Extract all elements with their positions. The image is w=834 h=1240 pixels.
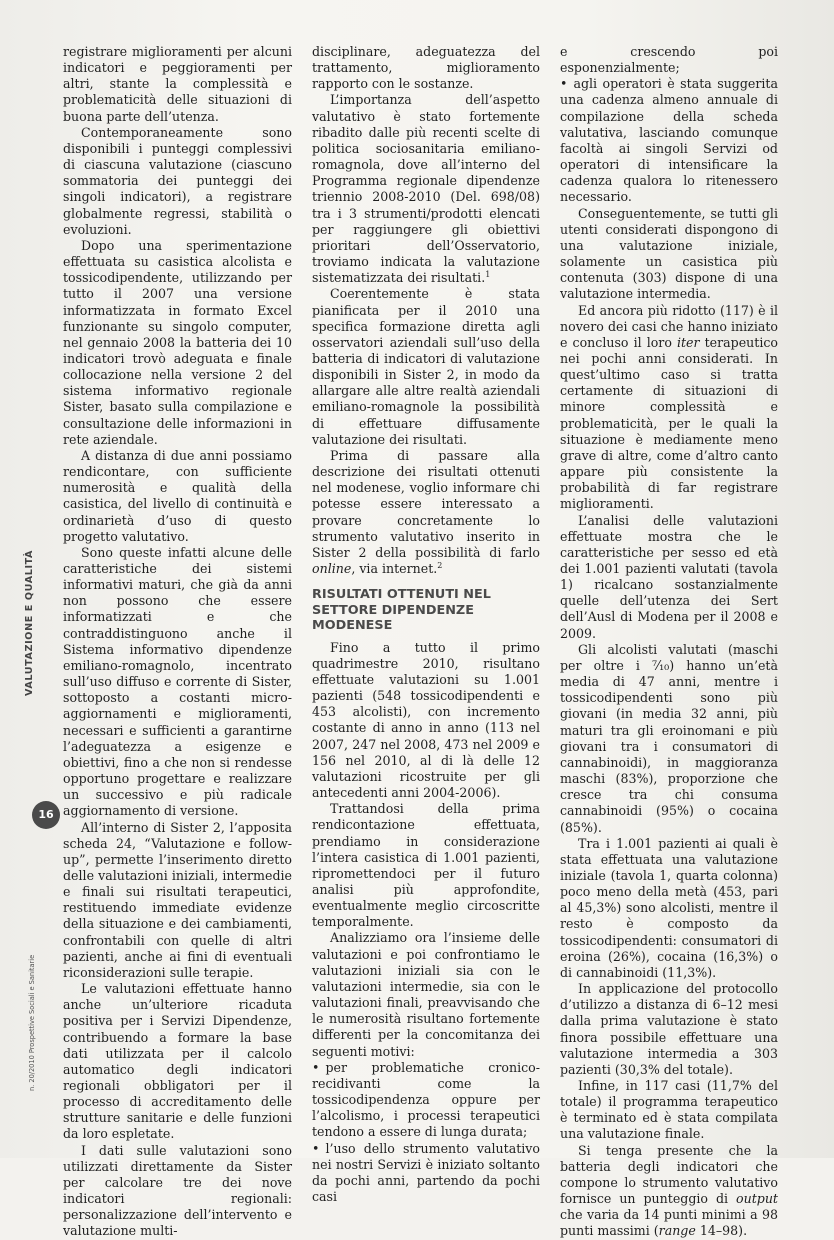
paragraph: Le valutazioni effettuate hanno anche un’ulteriore ricaduta positiva per i Servizi Dipendenze, contribuendo a formare la base dati utilizzata per il calcolo automatico degli indicatori regionali obbligatori per il processo di accreditamento delle strutture sanitarie e delle funzioni da loro espletate.: [63, 981, 292, 1142]
page-number: 16: [32, 801, 60, 829]
paragraph: All’interno di Sister 2, l’apposita scheda 24, “Valutazione e follow-up”, permette l’inserimento diretto delle valutazioni iniziali, intermedie e finali sui risultati terapeutici, restituendo immediate evidenze della situazione e dei cambiamenti, confrontabili con quelle di altri pazienti, anche ai fini di eventuali riconsiderazioni sulle terapie.: [63, 819, 292, 980]
paragraph: [560, 303, 778, 513]
paragraph: Tra i 1.001 pazienti ai quali è stata effettuata una valutazione iniziale (tavola 1, quarta colonna) poco meno della metà (453, pari al 45,3%) sono alcolisti, mentre il resto è composto da tossicodipendenti: consumatori di eroina (26%), cocaina (16,3%) o di cannabinoidi (11,3%).: [560, 835, 778, 980]
paragraph-text: 14–98).: [695, 1223, 748, 1239]
paragraph: Dopo una sperimentazione effettuata su casistica alcolista e tossicodipendente, utilizzando per tutto il 2007 una versione informatizzata in formato Excel funzionante su singolo computer, nel gennaio 2008 la batteria dei 10 indicatori trovò adeguata e finale collocazione nella versione 2 del sistema informativo regionale Sister, basato sulla compilazione e consultazione delle informazioni in rete aziendale.: [63, 237, 292, 447]
paragraph: Trattandosi della prima rendicontazione effettuata, prendiamo in considerazione l’intera casistica di 1.001 pazienti, ripromettendoci per il futuro analisi più approfondite, eventualmente meglio circoscritte temporalmente.: [312, 801, 540, 930]
section-heading: RISULTATI OTTENUTI NEL SETTORE DIPENDENZE MODENESE: [312, 587, 491, 634]
paragraph-text: , via internet.: [351, 561, 438, 576]
journal-reference: n. 20/2010 Prospettive Sociali e Sanitarie: [28, 954, 36, 1092]
emphasis: iter: [676, 334, 700, 350]
emphasis: range: [658, 1223, 696, 1239]
paragraph-text: L’importanza dell’aspetto valutativo è stato fortemente ribadito dalle più recenti scelte di politica sociosanitaria emiliano-romagnola, dove all’interno del Programma regionale dipendenze triennio 2008-2010 (Del. 698/08) tra i 3 strumenti/prodotti elencati per raggiungere gli obiettivi prioritari dell’Osservatorio, troviamo indicata la valutazione sistematizzata dei risultati.: [312, 92, 540, 286]
paragraph: Infine, in 117 casi (11,7% del totale) il programma terapeutico è terminato ed è stata compilata una valutazione finale.: [560, 1078, 778, 1142]
paragraph-text: Si tenga presente che la batteria degli indicatori che compone lo strumento valutativo fornisce un punteggio di: [560, 1142, 778, 1207]
paragraph-text: Ed ancora più ridotto (117) è il novero dei casi che hanno iniziato e concluso il loro: [560, 302, 778, 350]
text-column-2: [312, 44, 540, 1205]
paragraph: [312, 448, 540, 577]
footnote-ref: 2: [437, 560, 443, 570]
paragraph-text: terapeutico nei pochi anni considerati. In quest’ultimo caso si tratta certamente di situazioni di minore complessità e problematicità, per le quali la situazione è mediamente meno grave di altre, come d’altro canto appare più consistente la probabilità di far registrare miglioramenti.: [560, 334, 778, 512]
paragraph: In applicazione del protocollo d’utilizzo a distanza di 6–12 mesi dalla prima valutazione è stato finora possibile effettuare una valutazione intermedia a 303 pazienti (30,3% del totale).: [560, 981, 778, 1077]
paragraph-text: Prima di passare alla descrizione dei risultati ottenuti nel modenese, voglio informare chi potesse essere interessato a provare concretamente lo strumento valutativo inserito in Sister 2 della possibilità di farlo: [312, 447, 540, 560]
bullet-item: • agli operatori è stata suggerita una cadenza almeno annuale di compilazione della scheda valutativa, lasciando comunque facoltà ai singoli Servizi od operatori di intensificare la cadenza qualora lo ritenessero necessario.: [560, 76, 778, 205]
paragraph: I dati sulle valutazioni sono utilizzati direttamente da Sister per calcolare tre dei nove indicatori regionali: personalizzazione dell’intervento e valutazione multi-: [63, 1142, 292, 1239]
paragraph: Gli alcolisti valutati (maschi per oltre i ⁷⁄₁₀) hanno un’età media di 47 anni, mentre i tossicodipendenti sono più giovani (in media 32 anni, più maturi tra gli eroinomani e più giovani tra i consumatori di cannabinoidi), in maggioranza maschi (83%), proporzione che cresce tra chi consuma cannabinoidi (95%) o cocaina (85%).: [560, 641, 778, 835]
emphasis: output: [736, 1191, 778, 1207]
paragraph-text: che varia da 14 punti minimi a 98 punti massimi (: [560, 1207, 778, 1239]
paragraph: L’analisi delle valutazioni effettuate mostra che le caratteristiche per sesso ed età dei 1.001 pazienti valutati (tavola 1) ricalcano sostanzialmente quelle dell’utenza dei Sert dell’Ausl di Modena per il 2008 e 2009.: [560, 512, 778, 641]
paragraph: disciplinare, adeguatezza del trattamento, miglioramento rapporto con le sostanze.: [312, 44, 540, 92]
section-label: VALUTAZIONE E QUALITÀ: [24, 549, 35, 697]
bullet-item: • l’uso dello strumento valutativo nei nostri Servizi è iniziato soltanto da pochi anni, partendo da pochi casi: [312, 1141, 540, 1206]
paragraph: e crescendo poi esponenzialmente;: [560, 44, 778, 76]
paragraph: registrare miglioramenti per alcuni indicatori e peggioramenti per altri, stante la complessità e problematicità delle situazioni di buona parte dell’utenza.: [63, 44, 292, 124]
paragraph: A distanza di due anni possiamo rendicontare, con sufficiente numerosità e qualità della casistica, del livello di continuità e ordinarietà d’uso di questo progetto valutativo.: [63, 447, 292, 544]
paragraph: Fino a tutto il primo quadrimestre 2010, risultano effettuate valutazioni su 1.001 pazienti (548 tossicodipendenti e 453 alcolisti), con incremento costante di anno in anno (113 nel 2007, 247 nel 2008, 473 nel 2009 e 156 nel 2010, al di là delle 12 valutazioni ricostruite per gli antecedenti anni 2004-2006).: [312, 639, 540, 801]
paragraph: Sono queste infatti alcune delle caratteristiche dei sistemi informativi maturi, che già da anni non possono che essere informatizzati e che contraddistinguono anche il Sistema informativo dipendenze emiliano-romagnolo, incentrato sull’uso diffuso e corrente di Sister, sottoposto a costanti micro-aggiornamenti e miglioramenti, necessari e sufficienti a garantirne l’adeguatezza a esigenze e obiettivi, fino a che non si rendesse opportuno progettare e realizzare un successivo e più radicale aggiornamento di versione.: [63, 544, 292, 819]
paragraph: [312, 92, 540, 286]
emphasis: online: [312, 561, 352, 576]
paragraph: [560, 1143, 778, 1240]
bullet-item: • per problematiche cronico-recidivanti come la tossicodipendenza oppure per l’alcolismo, i processi terapeutici tendono a essere di lunga durata;: [312, 1060, 540, 1141]
footnote-ref: 1: [485, 270, 491, 279]
text-column-3: [560, 44, 778, 1240]
paragraph: Analizziamo ora l’insieme delle valutazioni e poi confrontiamo le valutazioni iniziali sia con le valutazioni intermedie, sia con le valutazioni finali, preavvisando che le numerosità risultano fortemente differenti per la concomitanza dei seguenti motivi:: [312, 930, 540, 1059]
text-column-1: [63, 44, 292, 1240]
paragraph: Conseguentemente, se tutti gli utenti considerati dispongono di una valutazione iniziale, solamente un casistica più contenuta (303) dispone di una valutazione intermedia.: [560, 205, 778, 302]
paragraph: Contemporaneamente sono disponibili i punteggi complessivi di ciascuna valutazione (ciascuno sommatoria dei punteggi dei singoli indicatori), a registrare globalmente regressi, stabilità o evoluzioni.: [63, 124, 292, 237]
paragraph: Coerentemente è stata pianificata per il 2010 una specifica formazione diretta agli osservatori aziendali sull’uso della batteria di indicatori di valutazione disponibili in Sister 2, in modo da allargare alle altre realtà aziendali emiliano-romagnole la possibilità di effettuare diffusamente valutazione dei risultati.: [312, 286, 540, 447]
